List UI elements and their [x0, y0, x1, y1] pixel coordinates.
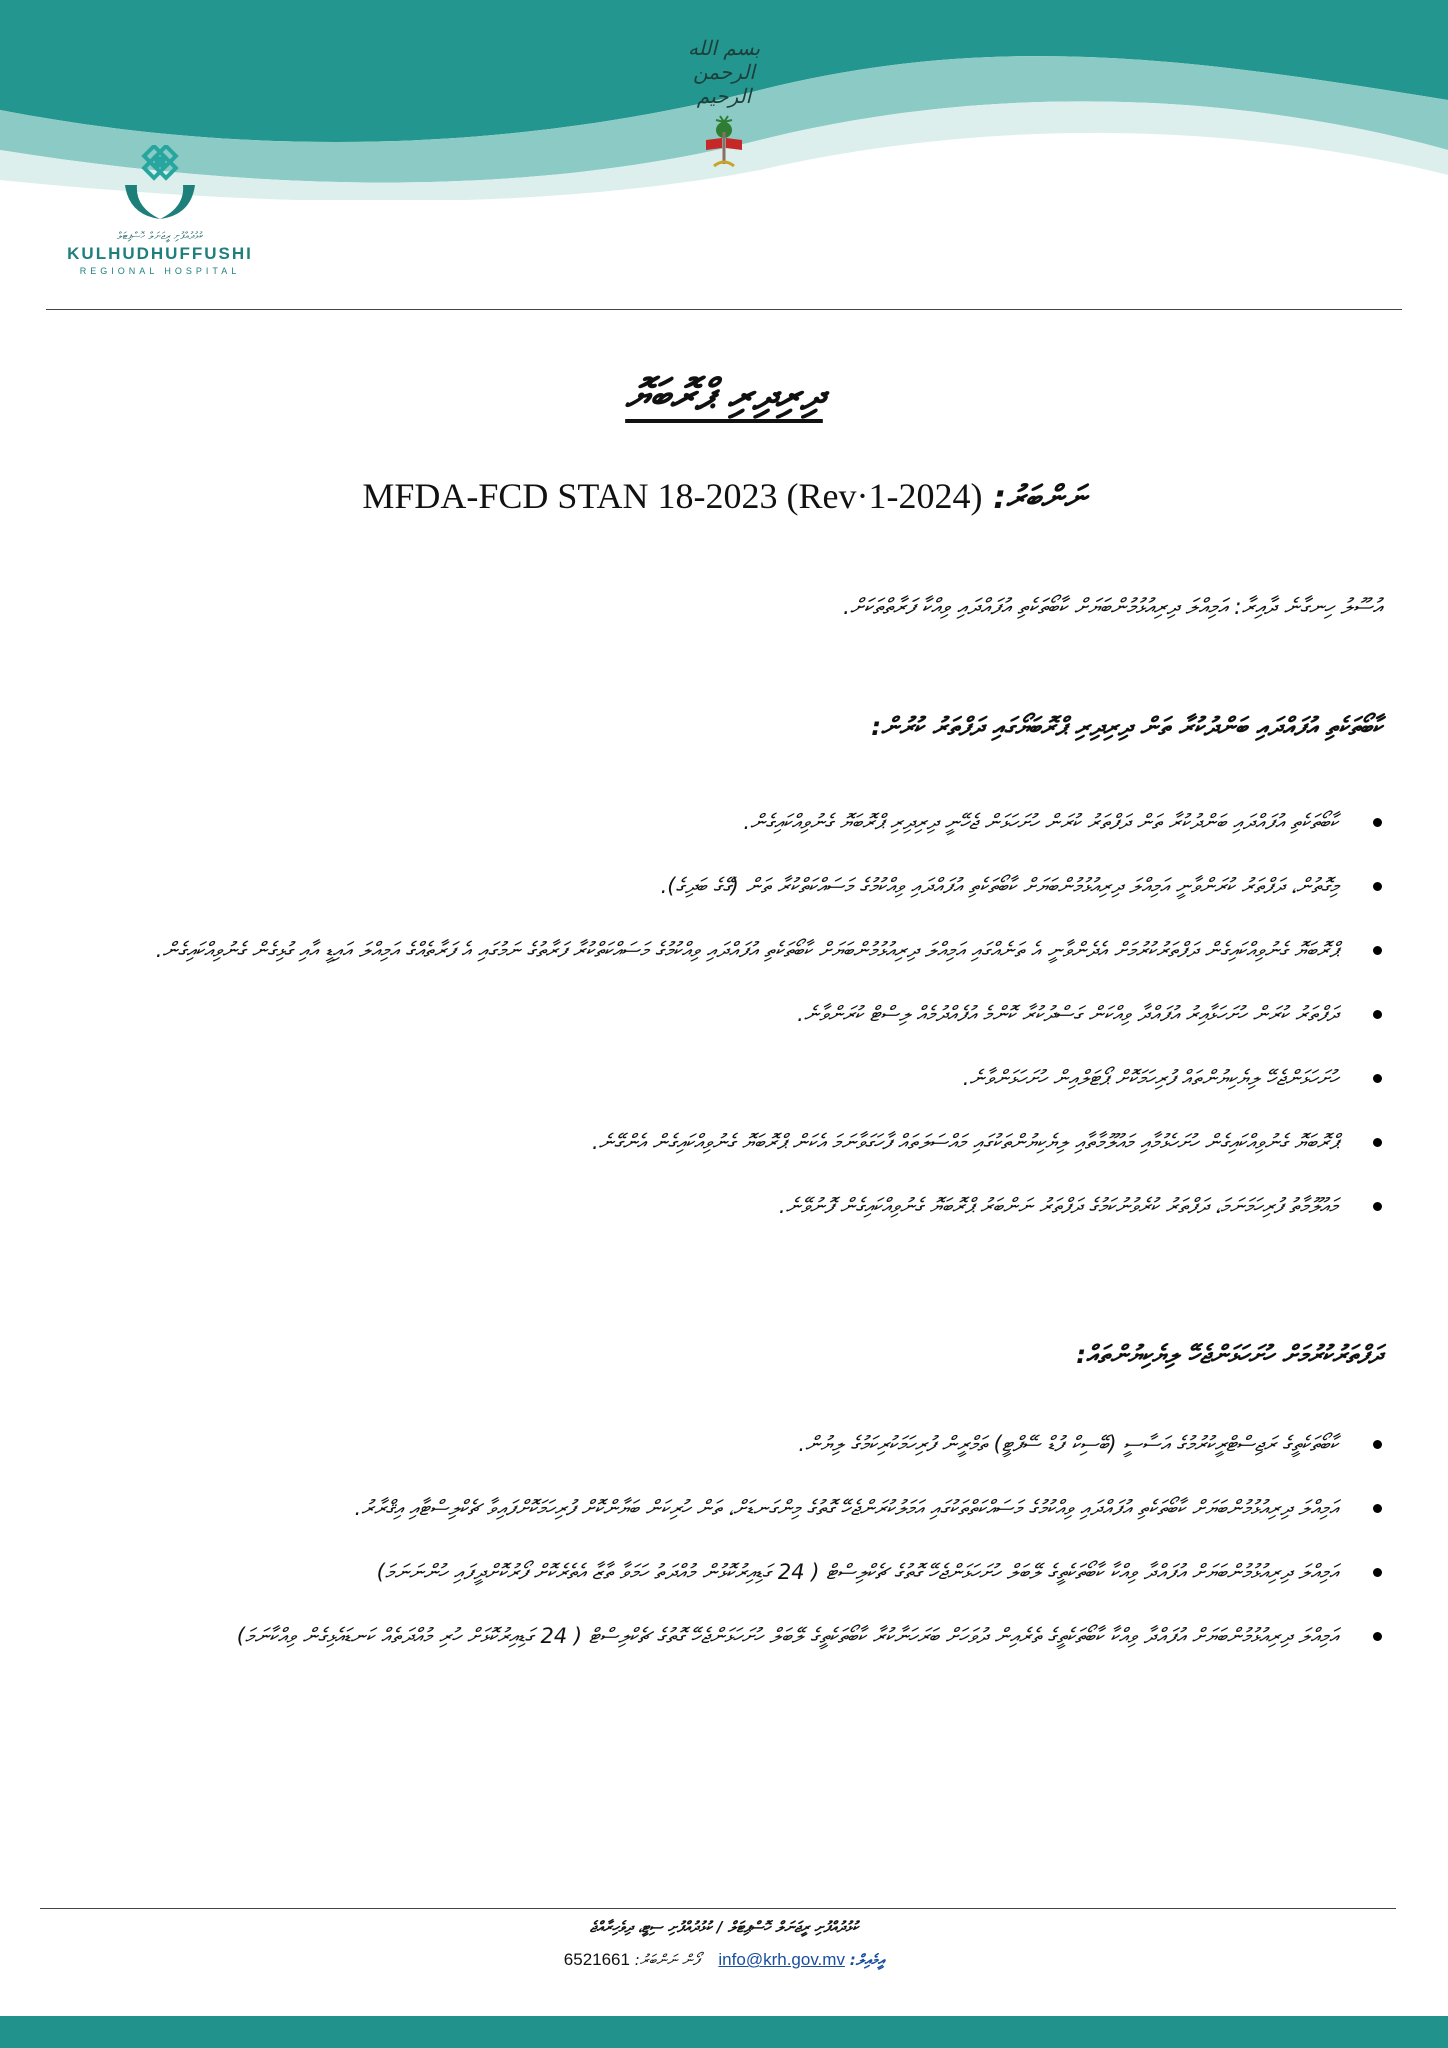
logo-hospital-name: KULHUDHUFFUSHI — [67, 244, 253, 263]
state-emblem-icon — [700, 114, 748, 174]
bullet-icon — [1373, 1138, 1382, 1147]
bullet-icon — [1373, 946, 1382, 955]
reference-number — [0, 475, 1448, 517]
footer-address: ކުޅުދުއްފުށި ރީޖަނަލް ހޮސްޕިޓަލް / ކުޅުދުއްފުށި ސިޓީ، ދިވެހިރާއްޖެ — [589, 1918, 859, 1936]
bullet-icon — [1373, 882, 1382, 891]
list-item: ދަފްތަރު ކުރަން ހުށަހަޅާއިރު އުފައްދާ ވިއްކަން ގަސްދުކުރާ ކޮންމެ އުފެއްދުމެއް ލިސްޓް ކުރަންވާނެ. — [92, 982, 1382, 1046]
list-item: އަމިއްލަ ދިރިއުޅުމުންބަޔަށް އުފައްދާ ވިއްކާ ކާބޯތަކެތީގެ ތެރެއިން ދުވަހަށް ބަރަހަނާކުރާ ކާބޯތަކެތީގެ ލޭބަލް ހުށަހަޅަންޖެހޭ ގޮތުގެ ޗެކްލިސްޓް ( 24 ގަޑިއިރުކޮޅަށް ހުރި މުއްދަތެއް ކަނޑައެޅިގެން ވިއްކާނަމަ) — [92, 1604, 1382, 1668]
basmala-calligraphy: بسم الله الرحمن الرحيم — [687, 36, 761, 108]
bullet-icon — [1373, 818, 1382, 827]
bullet-icon — [1373, 1568, 1382, 1577]
section-heading-registration: ކާބޯތަކެތި އުފައްދައި ބަންދުކުރާ ތަން ދިރިދިރި ޕްރޮބަޔޯގައި ދަފްތަރު ކުރުން: — [871, 712, 1382, 741]
list-item: ކާބޯތަކެތީގެ ރަޖިސްޓްރީކުރުމުގެ އަސާސީ (ބޭސިކް ފުޑް ސޭފްޓީ) ތަމްރީން ފުރިހަމަކުރިކަމުގެ ލިޔުން. — [92, 1412, 1382, 1476]
footer-bar — [0, 2016, 1448, 2048]
bullet-icon — [1373, 1440, 1382, 1449]
list-item: ހުށަހަޅަންޖެހޭ ލިޔެކިޔުންތައް ފުރިހަމަކޮށް ޕޯޓަލްއިން ހުށަހަޅަންވާނެ. — [92, 1046, 1382, 1110]
list-item: މައުލޫމާތު ފުރިހަމަނަމަ، ދަފްތަރު ކުރެވުނުކަމުގެ ދަފްތަރު ނަންބަރު ޕްރޮބަޔޮ ގެނުވިއްކައިގެން ފޮނުވޭނެ. — [92, 1174, 1382, 1238]
bullet-icon — [1373, 1202, 1382, 1211]
footer-contact — [0, 1950, 1448, 1970]
email-label: އީމެއިލް: — [849, 1951, 885, 1969]
required-documents-list — [92, 1412, 1382, 1668]
header-divider — [46, 309, 1402, 310]
list-item: ކާބޯތަކެތި އުފައްދައި ބަންދުކުރާ ތަން ދަފްތަރު ކުރަން ހުށަހަޅަން ޖެހޭނީ ދިރިދިރި ޕްރޮބަޔޮ ގެނުވިއްކައިގެން. — [92, 790, 1382, 854]
bullet-icon — [1373, 1632, 1382, 1641]
bullet-icon — [1373, 1504, 1382, 1513]
list-item: ޕްރޮބަޔޮ ގެނުވިއްކައިގެން ދަފްތަރުކުރުމަށް އެދެންވާނީ އެ ތަނެއްގައި އަމިއްލަ ދިރިއުޅުމުންބަޔަށް ކާބޯތަކެތި އުފައްދައި ވިއްކުމުގެ މަސައްކަތްކުރާ ފަރާތުގެ ނަމުގައި އެ ފަރާތެއްގެ އަމިއްލަ އައިޑީ އާއި ގުޅިގެން ގެނުވިއްކައިގެން. — [92, 918, 1382, 982]
list-item: އަމިއްލަ ދިރިއުޅުމުންބަޔަށް އުފައްދާ ވިއްކާ ކާބޯތަކެތީގެ ލޭބަލް ހުށަހަޅަންޖެހޭ ގޮތުގެ ޗެކްލިސްޓް ( 24 ގަޑިއިރުކޮޅުން މުއްދަތު ހަމަވާ ތާޒާ އެތެރެކޮށް ފޯރުކޮށްދީފައި ހުންނަނަމަ) — [92, 1540, 1382, 1604]
logo-dhivehi-name: ކުޅުދުއްފުށި ރީޖަނަލް ހޮސްޕިޓަލް — [116, 231, 204, 242]
footer-divider — [40, 1908, 1396, 1909]
list-item: މިގޮތުން، ދަފްތަރު ކުރަންވާނީ އަމިއްލަ ދިރިއުޅުމުންބަޔަށް ކާބޯތަކެތި އުފައްދައި ވިއްކުމުގެ މަސައްކަތްކުރާ ތަން (ގޭގެ ބަދިގެ). — [92, 854, 1382, 918]
reference-label: ނަންބަރު: — [993, 478, 1086, 516]
phone-label: ފޯން ނަންބަރު: — [634, 1951, 700, 1969]
logo-hospital-subtitle: REGIONAL HOSPITAL — [79, 266, 241, 276]
page-title: ދިރިދިރި ޕްރޮބަޔޮ — [625, 370, 823, 419]
registration-steps-list — [92, 790, 1382, 1238]
hospital-logo — [60, 145, 260, 276]
list-item: އަމިއްލަ ދިރިއުޅުމުންބަޔަށް ކާބޯތަކެތި އުފައްދައި ވިއްކުމުގެ މަސައްކަތްތަކުގައި އަމަލުކުރަންޖެހޭ ގޮތުގެ މިންގަނޑަށް، ތަން ހުރިކަން ބަޔާންކޮށް ފުރިހަމަކޮށްފައިވާ ޗެކްލިސްޓާއި އިޤްރާރު. — [92, 1476, 1382, 1540]
reference-code: MFDA-FCD STAN 18-2023 (Rev·1-2024) — [362, 476, 983, 516]
section-heading-documents: ދަފްތަރުކުރުމަށް ހުށަހަޅަންޖެހޭ ލިޔެކިޔުންތައް: — [1076, 1340, 1382, 1369]
hospital-logo-icon — [115, 145, 205, 225]
bullet-icon — [1373, 1074, 1382, 1083]
phone-number: 6521661 — [563, 1950, 630, 1969]
scope-paragraph: އުސޫލު ހިނގާނެ ދާއިރާ: އަމިއްލަ ދިރިއުޅުމުންބަޔަށް ކާބޯތަކެތި އުފައްދައި ވިއްކާ ފަރާތްތަކަށް. — [842, 595, 1382, 620]
list-item: ޕްރޮބަޔޮ ގެނުވިއްކައިގެން ހުށަހެޅުމާއި މައުލޫމާތާއި ލިޔެކިޔުންތަކުގައި މައްސަލަތައް ފާހަގަވާނަމަ އެކަން ޕްރޮބަޔޮ ގެނުވިއްކައިގެން އެންގޭނެ. — [92, 1110, 1382, 1174]
bullet-icon — [1373, 1010, 1382, 1019]
email-link[interactable]: info@krh.gov.mv — [718, 1950, 845, 1969]
